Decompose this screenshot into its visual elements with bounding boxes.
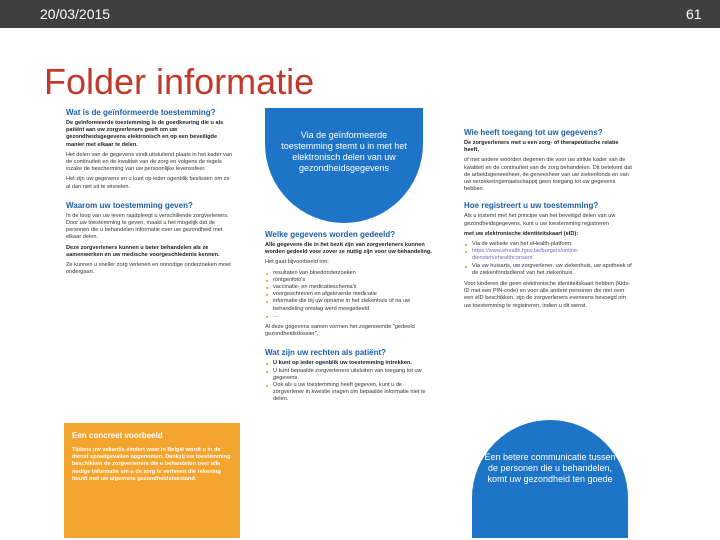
section-text: De geïnformeerde toestemming is de goedkeuring die u als patiënt aan uw zorgverleners geeft om uw gezondheidsgegevens elektronisch en op een beveiligde manier met elkaar te delen.	[66, 120, 224, 148]
folder-column-3	[464, 108, 634, 313]
consent-bubble: Via de geïnformeerde toestemming stemt u in met het elektronisch delen van uw gezondheidsgegevens	[265, 108, 423, 223]
section-text: met uw elektronische identiteitskaart (eID):	[464, 230, 579, 237]
list-item: ■ röntgenfoto's	[273, 277, 433, 284]
example-heading: Een concreet voorbeeld	[72, 431, 163, 440]
section-text: Alle gegevens die in het bezit zijn van zorgverleners kunnen worden gedeeld voor zover ze nuttig zijn voor uw behandeling.	[265, 242, 432, 256]
folder-column-2	[265, 230, 433, 408]
example-text: Tijdens uw vakantie eindert waar in België wordt u in de dienst spoedgevallen opgenomen. Dankzij uw toestemming beschikken de zorgverleners die u behandelen over alle nodige informatie om u de zorg te verlenen die rekening houdt met uw algemene gezondheidstoestand.	[72, 447, 231, 482]
communication-bubble: Een betere communicatie tussen de personen die u behandelen, komt uw gezondheid ten goede	[472, 420, 628, 538]
registration-list	[464, 241, 634, 277]
section-text: of met andere woorden degenen die voor uw strikte kader van de kwaliteit en de continuïteit van de zorg behandelen. Dit betekent dat de arbeidsgeneesheer, de geneesheer van uw ziekenfonds en van uw verzekeringsmaatschappij geen toegang tot uw gegevens hebben.	[464, 157, 632, 193]
section-heading: Welke gegevens worden gedeeld?	[265, 230, 396, 239]
section-heading: Hoe registreert u uw toestemming?	[464, 201, 599, 211]
section-text: Deze zorgverleners kunnen u beter behandelen als ze samenwerken en uw medische voorgeschiedenis kennen.	[66, 244, 220, 258]
list-item: ■ resultaten van bloedonderzoeken	[273, 270, 433, 277]
section-text: Het zijn uw gegevens en u kunt op ieder ogenblik beslissen om ze al dan niet uit te wisselen.	[66, 176, 230, 190]
section-text: Ze kunnen u sneller zorg verlenen en onnodige onderzoeken moet ondergaan.	[66, 262, 231, 276]
list-item: ■ Ook als u uw toestemming heeft gegeven, kunt u de zorgverlener in kwestie vragen om bepaalde informatie niet te delen.	[273, 382, 433, 404]
section-heading: Wie heeft toegang tot uw gegevens?	[464, 128, 603, 137]
section-text: Als u instemt met het principe van het beveiligd delen van uw gezondheidsgegevens, kunt u uw toestemming registreren	[464, 213, 616, 227]
list-item: ■ Via de website van het eHealth-platform:	[472, 241, 634, 248]
list-item: ■ ...	[273, 313, 433, 320]
folder-image	[62, 108, 640, 538]
section-heading: Waarom uw toestemming geven?	[66, 200, 193, 210]
list-item: ■ vaccinatie- en medicatieschema's	[273, 284, 433, 291]
section-text: Het delen van de gegevens vindt uitsluitend plaats in het kader van de continuïteit en de kwaliteit van de zorg en volgens de regels inzake de bescherming van uw persoonlijke levenssfeer.	[66, 151, 233, 173]
section-text: Al deze gegevens samen vormen het zogenoemde "gedeeld gezondheidsdossier".	[265, 324, 415, 338]
slide-date: 20/03/2015	[40, 6, 111, 22]
section-heading: Wat is de geïnformeerde toestemming?	[66, 108, 216, 117]
slide-header-bar	[0, 0, 720, 28]
list-item: ■ Via uw huisarts, uw zorgverlener, uw ziekenhuis, uw apotheek of de ziekenfondsdienst van het ziekenhuis.	[472, 263, 634, 277]
list-item: ■ U kunt bepaalde zorgverleners uitsluiten van toegang tot uw gegevens.	[273, 368, 433, 382]
ehealth-link[interactable]: ■ https://www.ehealth.fgov.be/burgers/online-diensten/ehealthconsent	[472, 248, 634, 262]
slide-page-number: 61	[686, 6, 702, 22]
folder-column-1	[66, 108, 234, 279]
section-text: Voor kinderen die geen elektronische identiteitskaart hebben (Kids-ID met een PIN-code) en voor alle andere personen die niet over een eID beschikken, zijn de zorgverleners eveneens bevoegd om uw toestemming te registreren, indien u dit wenst.	[464, 281, 631, 309]
example-box	[64, 423, 240, 538]
list-item: ■ voorgeschreven en afgeleverde medicatie	[273, 291, 433, 298]
section-text: De zorgverleners met u een zorg- of therapeutische relatie heeft,	[464, 140, 619, 154]
list-item: ■ U kunt op ieder ogenblik uw toestemming intrekken.	[273, 360, 433, 367]
section-heading: Wat zijn uw rechten als patiënt?	[265, 348, 387, 358]
slide-title: Folder informatie	[44, 61, 315, 102]
section-text: Het gaat bijvoorbeeld om:	[265, 259, 329, 266]
rights-list	[265, 360, 433, 403]
section-text: In de loop van uw leven raadpleegt u verschillende zorgverleners. Door uw toestemming te geven, maakt u het mogelijk dat de personen die u behandelen informatie over uw gezondheid met elkaar delen.	[66, 212, 229, 241]
data-list	[265, 270, 433, 320]
list-item: ■ informatie die bij uw opname in het ziekenhuis of na uw behandeling ontslag werd meegedeeld	[273, 298, 433, 312]
